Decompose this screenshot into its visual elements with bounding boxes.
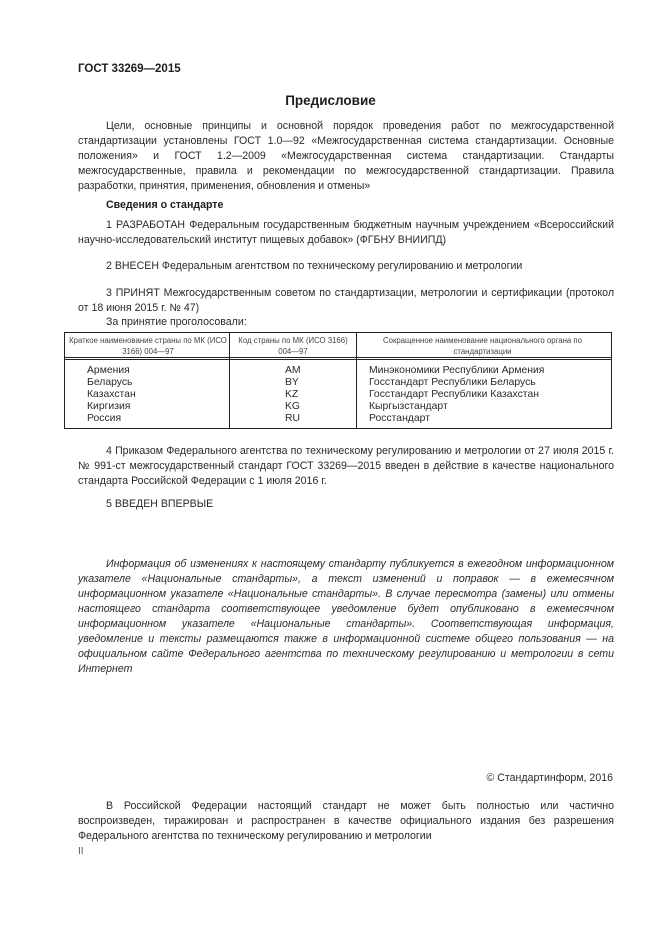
cell-code: KG <box>285 401 301 412</box>
header-country-name: Краткое наименование страны по МК (ИСО 3166) 004—97 <box>69 336 227 356</box>
changes-notice: Информация об изменениях к настоящему стандарту публикуется в ежегодном информационном указателе «Национальные стандарты», а текст изменений и поправок — в ежемесячном информационном указателе «Национальные стандарты». В случае пересмотра (замены) или отмены настоящего стандарта соответствующее уведомление будет опубликовано в ежемесячном информационном указателе «Национальные стандарты». Соответствующая информация, уведомление и тексты размещаются также в информационной системе общего пользования — на официальном сайте Федерального агентства по техническому регулированию и метрологии в сети Интернет <box>78 558 614 675</box>
cell-country: Киргизия <box>87 401 131 412</box>
header-national-body: Сокращенное наименование национального органа по стандартизации <box>383 336 582 356</box>
cell-code: AM <box>285 365 301 376</box>
reproduction-notice: В Российской Федерации настоящий стандарт не может быть полностью или частично воспроизведен, тиражирован и распространен в качестве официального издания без разрешения Федерального агентства по техническому регулированию и метрологии <box>78 800 614 842</box>
cell-country: Казахстан <box>87 389 136 400</box>
cell-country: Россия <box>87 413 122 424</box>
item-3-adopted: 3 ПРИНЯТ Межгосударственным советом по стандартизации, метрологии и сертификации (протокол от 18 июня 2015 г. № 47) <box>78 287 614 314</box>
cell-code: RU <box>285 413 301 424</box>
cell-body: Госстандарт Республики Беларусь <box>369 377 536 388</box>
cell-body: Росстандарт <box>369 413 430 424</box>
intro-paragraph: Цели, основные принципы и основной порядок проведения работ по межгосударственной стандартизации установлены ГОСТ 1.0—92 «Межгосударственная система стандартизации. Основные положения» и ГОСТ 1.2—2009 «Межгосударственная система стандартизации. Стандарты межгосударственные, правила и рекомендации по межгосударственной стандартизации. Правила разработки, принятия, применения, обновления и отмены» <box>78 120 614 192</box>
cell-country: Армения <box>87 365 130 376</box>
cell-body: Госстандарт Республики Казахстан <box>369 389 539 400</box>
item-2-introduced: 2 ВНЕСЕН Федеральным агентством по техническому регулированию и метрологии <box>106 260 523 272</box>
cell-country: Беларусь <box>87 377 133 388</box>
item-5-first-introduced: 5 ВВЕДЕН ВПЕРВЫЕ <box>106 498 214 510</box>
cell-code: BY <box>285 377 299 388</box>
page-title: Предисловие <box>285 93 376 108</box>
item-1-developed: 1 РАЗРАБОТАН Федеральным государственным бюджетным научным учреждением «Всероссийский научно-исследовательский институт пищевых добавок» (ФГБНУ ВНИИПД) <box>78 219 614 246</box>
page-number: II <box>78 846 84 857</box>
column-divider <box>229 333 230 428</box>
cell-code: KZ <box>285 389 299 400</box>
table-header <box>65 333 611 360</box>
voted-label: За принятие проголосовали: <box>106 316 247 328</box>
header-country-code: Код страны по МК (ИСО 3166) 004—97 <box>238 336 348 356</box>
copyright: © Стандартинформ, 2016 <box>486 772 613 784</box>
item-4-order: 4 Приказом Федерального агентства по техническому регулированию и метрологии от 27 июля 2015 г. № 991-ст межгосударственный стандарт ГОСТ 33269—2015 введен в действие в качестве национального стандарта Российской Федерации с 1 июля 2016 г. <box>78 445 614 487</box>
cell-body: Кыргызстандарт <box>369 401 448 412</box>
section-title: Сведения о стандарте <box>106 199 224 211</box>
cell-body: Минэкономики Республики Армения <box>369 365 545 376</box>
document-code: ГОСТ 33269—2015 <box>78 63 181 75</box>
column-divider <box>356 333 357 428</box>
voting-countries-table <box>64 332 612 429</box>
